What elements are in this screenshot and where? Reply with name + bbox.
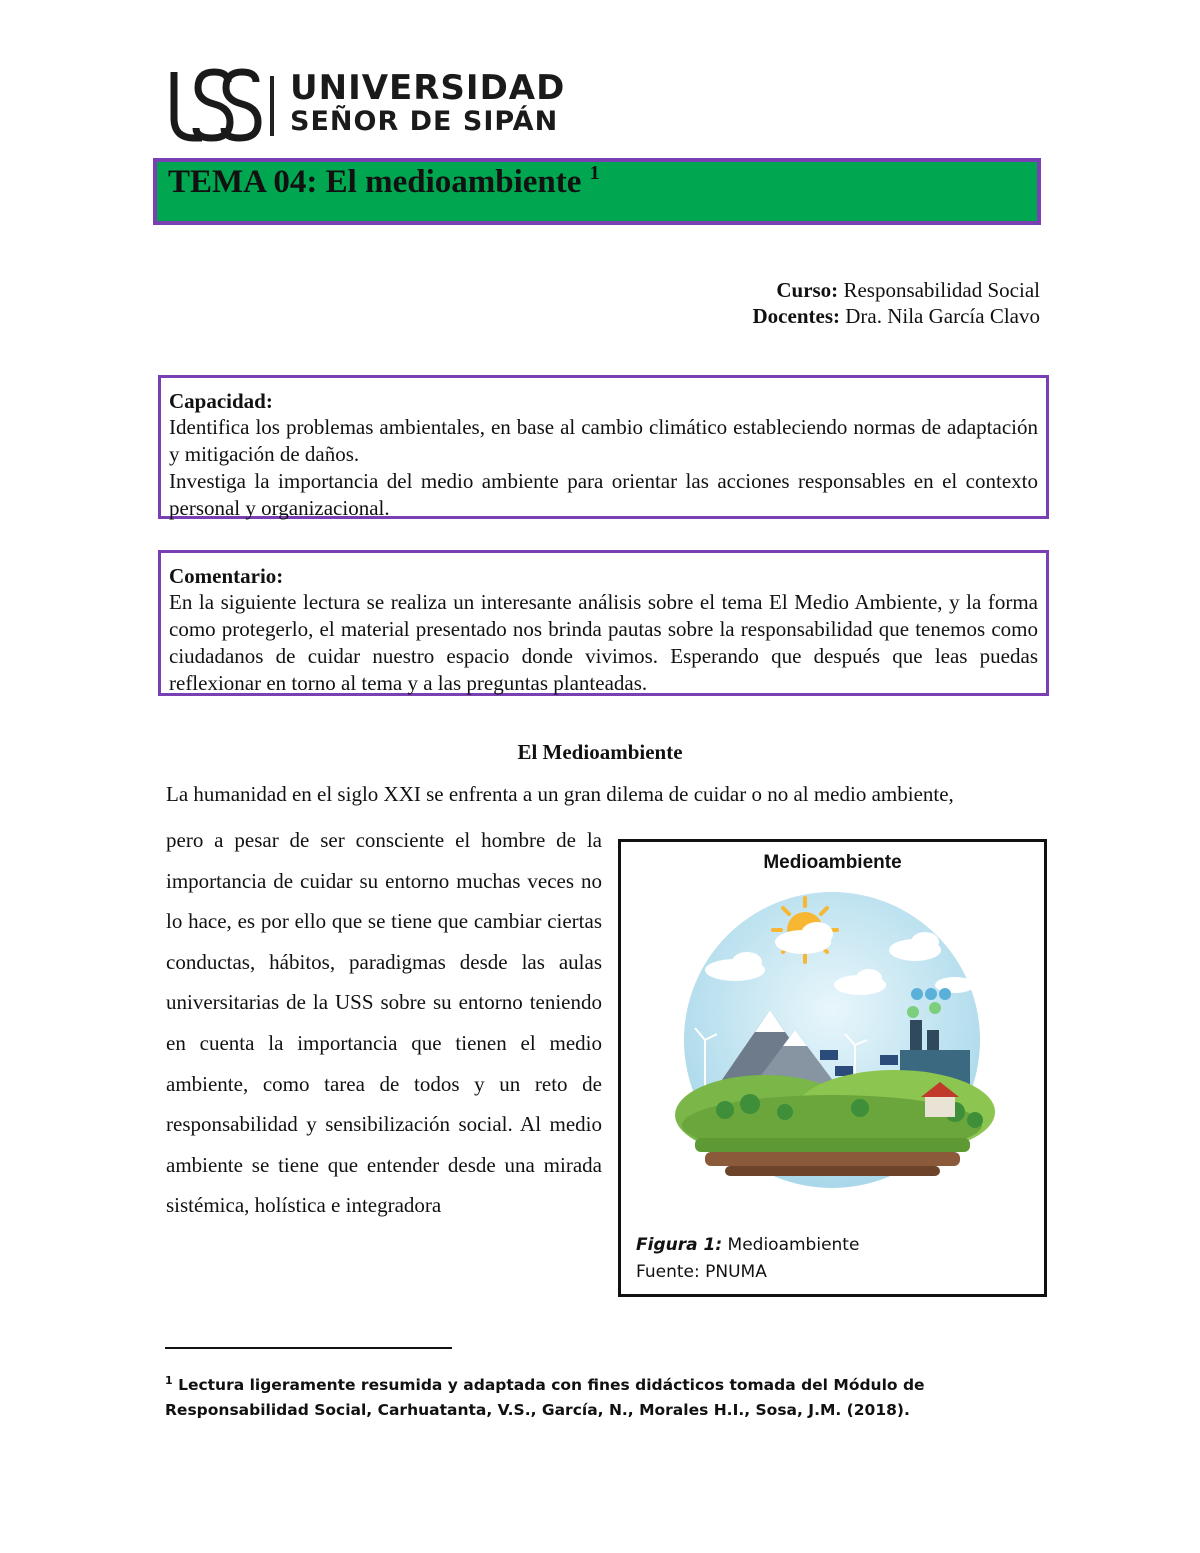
- body-paragraph: pero a pesar de ser consciente el hombre de la importancia de cuidar su entorno muchas veces no lo hace, es por ello que se tiene que cambiar ciertas conductas, hábitos, paradigmas desde las aulas universitarias de la USS sobre su entorno teniendo en cuenta la importancia que tienen el medio ambiente, como tarea de todos y un reto de responsabilidad y sensibilización social. Al medio ambiente se tiene que entender desde una mirada sistémica, holística e integradora: [166, 828, 602, 1218]
- figure-caption: [636, 1232, 859, 1286]
- course-info: [776, 278, 1040, 303]
- figure-source: Fuente: PNUMA: [636, 1262, 767, 1282]
- logo-divider: [270, 76, 274, 136]
- capacity-box: [158, 375, 1049, 519]
- logo-university-subname: SEÑOR DE SIPÁN: [290, 106, 559, 137]
- capacity-paragraph-2: Investiga la importancia del medio ambiente para orientar las acciones responsables en el contexto personal y organizacional.: [169, 469, 1038, 520]
- course-value: Responsabilidad Social: [843, 278, 1040, 302]
- footnote: [165, 1368, 1045, 1423]
- section-heading: El Medioambiente: [517, 740, 683, 764]
- footnote-number: 1: [165, 1374, 173, 1387]
- teachers-info: [753, 304, 1040, 329]
- comment-paragraph: En la siguiente lectura se realiza un interesante análisis sobre el tema El Medio Ambiente, y la forma como protegerlo, el material presentado nos brinda pautas sobre la responsabilidad que tenemos como ciudadanos de cuidar nuestro espacio donde vivimos. Esperando que después que leas puedas reflexionar en torno al tema y a las preguntas planteadas.: [169, 590, 1038, 695]
- capacity-heading: Capacidad:: [169, 389, 273, 413]
- uss-logo-mark: [168, 66, 268, 146]
- footnote-text: Lectura ligeramente resumida y adaptada con fines didácticos tomada del Módulo de Responsabilidad Social, Carhuatanta, V.S., García, N., Morales H.I., Sosa, J.M. (2018).: [165, 1376, 925, 1420]
- intro-line: La humanidad en el siglo XXI se enfrenta a un gran dilema de cuidar o no al medio ambiente,: [166, 782, 954, 806]
- footnote-divider: [165, 1347, 452, 1349]
- title-footnote-ref: 1: [589, 162, 600, 184]
- logo-university-name: UNIVERSIDAD: [290, 68, 566, 108]
- capacity-paragraph-1: Identifica los problemas ambientales, en base al cambio climático estableciendo normas de adaptación y mitigación de daños.: [169, 415, 1038, 466]
- comment-heading: Comentario:: [169, 564, 284, 588]
- teachers-value: Dra. Nila García Clavo: [845, 304, 1040, 328]
- page-title: [168, 164, 600, 201]
- teachers-label: Docentes:: [752, 304, 840, 328]
- figure-title: Medioambiente: [763, 852, 902, 873]
- figure-caption-label: Figura 1:: [636, 1235, 723, 1255]
- environment-illustration: [655, 890, 1010, 1220]
- course-label: Curso:: [776, 278, 839, 302]
- comment-box: [158, 550, 1049, 696]
- page-title-text: TEMA 04: El medioambiente: [168, 164, 582, 200]
- figure-caption-text: Medioambiente: [727, 1235, 860, 1255]
